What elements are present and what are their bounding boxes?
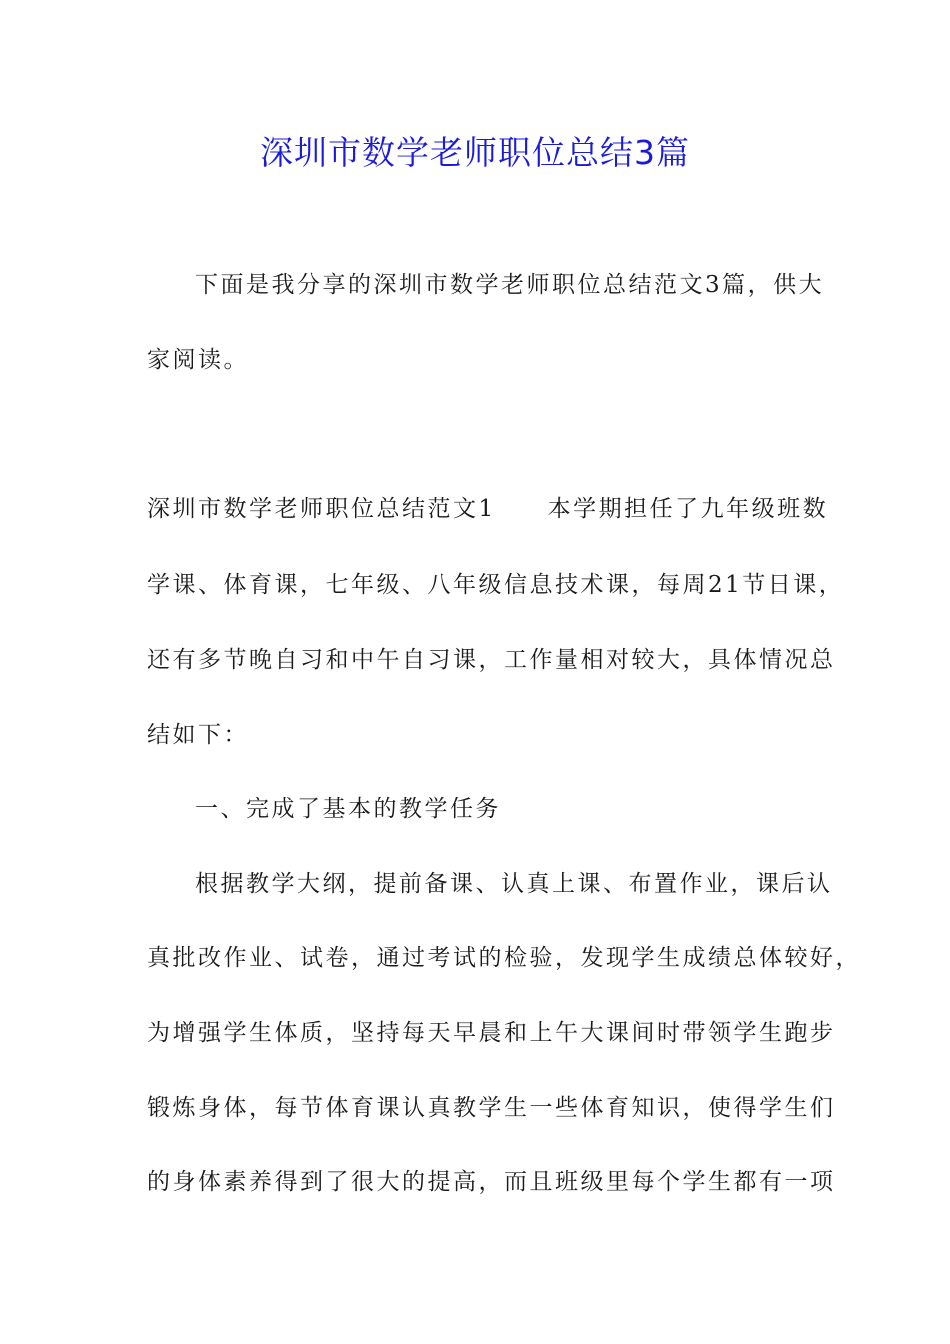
subsection-1-heading: 一、完成了基本的教学任务 xyxy=(195,796,501,822)
section-1-line-4: 结如下： xyxy=(147,722,249,748)
section-1-heading: 深圳市数学老师职位总结范文1 xyxy=(147,496,496,522)
intro-line-1: 下面是我分享的深圳市数学老师职位总结范文3篇，供大 xyxy=(195,272,825,298)
section-1-line-1-text: 本学期担任了九年级班数 xyxy=(547,496,829,522)
document-title: 深圳市数学老师职位总结3篇 xyxy=(260,133,690,172)
section-1-line-3: 还有多节晚自习和中午自习课，工作量相对较大，具体情况总 xyxy=(147,647,836,673)
subsection-1-line-2: 真批改作业、试卷，通过考试的检验，发现学生成绩总体较好， xyxy=(147,945,861,971)
subsection-1-line-3: 为增强学生体质，坚持每天早晨和上午大课间时带领学生跑步 xyxy=(147,1020,836,1046)
section-1-first-line xyxy=(147,494,828,524)
intro-line-2: 家阅读。 xyxy=(147,347,249,373)
subsection-1-line-5: 的身体素养得到了很大的提高，而且班级里每个学生都有一项 xyxy=(147,1169,836,1195)
subsection-1-line-1: 根据教学大纲，提前备课、认真上课、布置作业，课后认 xyxy=(195,871,833,897)
section-1-line-2: 学课、体育课，七年级、八年级信息技术课，每周21节日课， xyxy=(147,572,845,598)
subsection-1-line-4: 锻炼身体，每节体育课认真教学生一些体育知识，使得学生们 xyxy=(147,1095,836,1121)
